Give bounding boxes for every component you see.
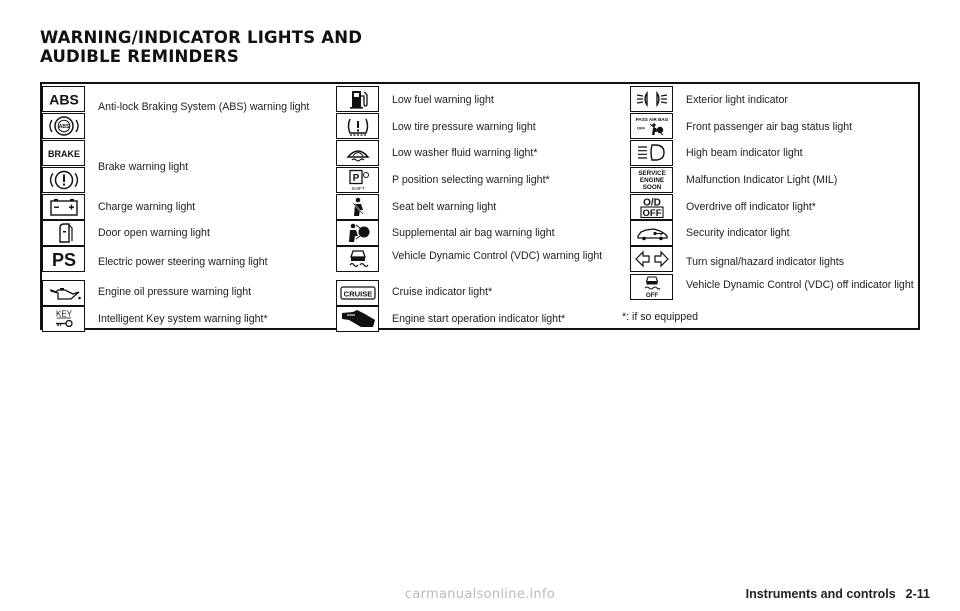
oil-can-icon	[42, 280, 85, 306]
page-title-line-1: WARNING/INDICATOR LIGHTS AND	[40, 28, 363, 47]
service-engine-icon	[630, 167, 673, 193]
abs-circle-icon-text: ABS	[58, 124, 69, 130]
page-title-line-2: AUDIBLE REMINDERS	[40, 47, 239, 66]
exterior-light-label: Exterior light indicator	[686, 94, 788, 106]
brake-icon	[42, 140, 85, 166]
engine-start-icon	[336, 306, 379, 332]
indicator-lights-table	[40, 82, 920, 330]
power-steering-icon-text: PS	[51, 250, 76, 270]
brake-circle-icon	[42, 167, 85, 193]
turn-signal-icon	[630, 246, 673, 272]
mil-label: Malfunction Indicator Light (MIL)	[686, 174, 838, 186]
key-icon	[42, 306, 85, 332]
watermark: carmanualsonline.info	[404, 587, 556, 602]
high-beam-icon	[630, 140, 673, 166]
seat-belt-icon	[336, 194, 379, 220]
footer-section: Instruments and controls	[745, 587, 896, 601]
security-icon	[630, 220, 673, 246]
passenger-airbag-icon-off: OFF	[636, 125, 645, 131]
intelligent-key-label: Intelligent Key system warning light*	[98, 313, 268, 325]
battery-icon	[42, 194, 85, 220]
high-beam-label: High beam indicator light	[686, 147, 803, 159]
p-shift-icon-text: SHIFT	[350, 186, 365, 191]
exterior-light-icon	[630, 86, 673, 112]
vdc-off-label: Vehicle Dynamic Control (VDC) off indicator light	[686, 279, 914, 291]
engine-start-label: Engine start operation indicator light*	[392, 313, 566, 325]
vdc-warning-label: Vehicle Dynamic Control (VDC) warning light	[392, 250, 603, 262]
p-shift-icon	[336, 167, 379, 193]
low-fuel-label: Low fuel warning light	[392, 94, 494, 106]
passenger-airbag-icon	[630, 113, 673, 139]
abs-label: Anti-lock Braking System (ABS) warning light	[98, 101, 310, 113]
overdrive-off-line-2: OFF	[642, 208, 661, 219]
seat-belt-label: Seat belt warning light	[392, 201, 497, 213]
door-open-label: Door open warning light	[98, 227, 210, 239]
abs-icon-text: ABS	[48, 91, 79, 108]
overdrive-off-label: Overdrive off indicator light*	[686, 201, 816, 213]
service-engine-line-2: ENGINE	[639, 177, 664, 184]
brake-label: Brake warning light	[98, 161, 189, 173]
fuel-pump-icon	[336, 86, 379, 112]
oil-pressure-label: Engine oil pressure warning light	[98, 286, 252, 298]
cruise-icon	[336, 280, 379, 306]
abs-icon	[42, 86, 85, 112]
vdc-off-icon	[630, 274, 673, 300]
vdc-off-icon-text: OFF	[645, 293, 658, 299]
power-steering-label: Electric power steering warning light	[98, 256, 268, 268]
power-steering-icon	[42, 246, 85, 272]
low-tire-label: Low tire pressure warning light	[392, 121, 536, 133]
abs-circle-icon	[42, 113, 85, 139]
cruise-icon-text: CRUISE	[343, 289, 372, 299]
p-position-label: P position selecting warning light*	[392, 174, 550, 186]
cruise-label: Cruise indicator light*	[392, 286, 493, 298]
passenger-airbag-label: Front passenger air bag status light	[686, 121, 853, 133]
security-label: Security indicator light	[686, 227, 790, 239]
page-title	[40, 28, 362, 66]
turn-signal-label: Turn signal/hazard indicator lights	[686, 256, 845, 268]
page-footer	[746, 587, 930, 601]
low-washer-label: Low washer fluid warning light*	[392, 147, 538, 159]
airbag-icon	[336, 220, 379, 246]
service-engine-line-1: SERVICE	[637, 170, 666, 177]
door-open-icon	[42, 220, 85, 246]
key-icon-text: KEY	[55, 309, 72, 319]
charge-label: Charge warning light	[98, 201, 196, 213]
service-engine-line-3: SOON	[642, 184, 661, 191]
footnote: *: if so equipped	[622, 311, 698, 323]
brake-icon-text: BRAKE	[47, 149, 80, 159]
airbag-label: Supplemental air bag warning light	[392, 227, 555, 239]
overdrive-off-icon	[630, 194, 673, 220]
vdc-icon	[336, 246, 379, 272]
overdrive-off-line-1: O/D	[642, 197, 661, 209]
tire-pressure-icon	[336, 113, 379, 139]
washer-fluid-icon	[336, 140, 379, 166]
passenger-airbag-icon-text: PASS AIR BAG	[635, 117, 668, 122]
page-number: 2-11	[905, 587, 930, 601]
svg-text:P: P	[352, 173, 359, 184]
